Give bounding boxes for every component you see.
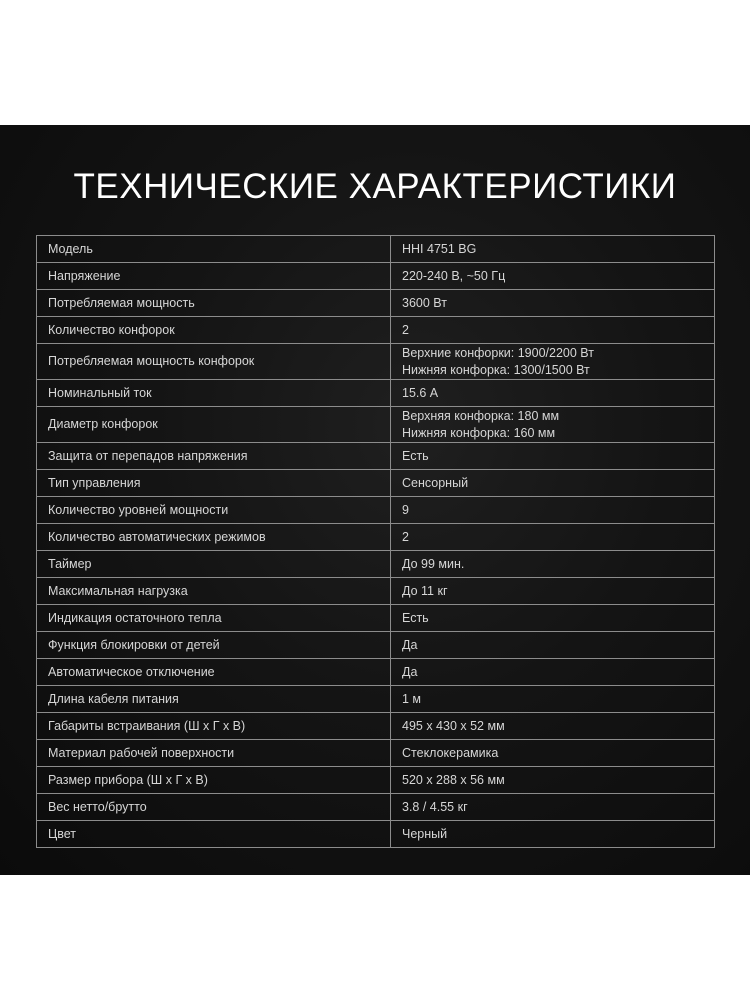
spec-value [391,407,715,443]
spec-value-line: До 99 мин. [402,556,465,571]
spec-value-line: Нижняя конфорка: 1300/1500 Вт [402,362,590,377]
spec-name: Количество автоматических режимов [37,524,391,551]
spec-name: Материал рабочей поверхности [37,740,391,767]
spec-value [391,236,715,263]
table-row [37,263,715,290]
spec-table-body [37,236,715,848]
spec-value [391,740,715,767]
spec-value [391,794,715,821]
table-row [37,767,715,794]
spec-value-line: 2 [402,322,409,337]
spec-value [391,497,715,524]
table-row [37,740,715,767]
spec-value-line: Есть [402,448,429,463]
table-row [37,344,715,380]
spec-value [391,443,715,470]
spec-name: Автоматическое отключение [37,659,391,686]
spec-value-line: 9 [402,502,409,517]
table-row [37,290,715,317]
spec-value-line: 2 [402,529,409,544]
table-row [37,794,715,821]
spec-value [391,821,715,848]
spec-value [391,317,715,344]
table-row [37,551,715,578]
spec-name: Цвет [37,821,391,848]
table-row [37,605,715,632]
table-row [37,317,715,344]
table-row [37,236,715,263]
spec-value [391,290,715,317]
spec-value-line: Есть [402,610,429,625]
spec-value-line: HHI 4751 BG [402,241,477,256]
table-row [37,524,715,551]
spec-name: Номинальный ток [37,380,391,407]
table-row [37,497,715,524]
spec-name: Потребляемая мощность конфорок [37,344,391,380]
spec-value [391,713,715,740]
spec-value [391,263,715,290]
spec-value [391,578,715,605]
spec-value-line: Черный [402,826,448,841]
table-row [37,470,715,497]
spec-value-line: Стеклокерамика [402,745,499,760]
spec-value [391,605,715,632]
spec-value-line: Сенсорный [402,475,469,490]
spec-name: Диаметр конфорок [37,407,391,443]
spec-name: Количество конфорок [37,317,391,344]
spec-value-line: 15.6 А [402,385,439,400]
spec-value [391,767,715,794]
spec-name: Вес нетто/брутто [37,794,391,821]
spec-value-line: До 11 кг [402,583,448,598]
table-row [37,632,715,659]
spec-name: Максимальная нагрузка [37,578,391,605]
table-row [37,443,715,470]
spec-panel [0,125,750,875]
spec-name: Длина кабеля питания [37,686,391,713]
table-row [37,713,715,740]
table-row [37,659,715,686]
page-title: ТЕХНИЧЕСКИЕ ХАРАКТЕРИСТИКИ [73,167,677,206]
spec-value-line: 3.8 / 4.55 кг [402,799,468,814]
spec-value-line: 495 х 430 х 52 мм [402,718,505,733]
spec-name: Защита от перепадов напряжения [37,443,391,470]
spec-value [391,344,715,380]
table-row [37,407,715,443]
table-row [37,686,715,713]
spec-name: Тип управления [37,470,391,497]
spec-table [36,235,715,848]
spec-value [391,470,715,497]
spec-value [391,659,715,686]
spec-value [391,524,715,551]
spec-value-line: 520 х 288 х 56 мм [402,772,505,787]
spec-value-line: Да [402,637,418,652]
spec-value [391,380,715,407]
spec-name: Габариты встраивания (Ш х Г х В) [37,713,391,740]
spec-name: Количество уровней мощности [37,497,391,524]
spec-value [391,686,715,713]
spec-name: Напряжение [37,263,391,290]
spec-name: Размер прибора (Ш х Г х В) [37,767,391,794]
spec-name: Функция блокировки от детей [37,632,391,659]
table-row [37,821,715,848]
table-row [37,380,715,407]
spec-value [391,632,715,659]
table-row [37,578,715,605]
spec-name: Индикация остаточного тепла [37,605,391,632]
spec-name: Потребляемая мощность [37,290,391,317]
spec-name: Таймер [37,551,391,578]
spec-value [391,551,715,578]
spec-value-line: Верхняя конфорка: 180 мм [402,408,560,423]
spec-value-line: Да [402,664,418,679]
spec-name: Модель [37,236,391,263]
spec-value-line: 220-240 В, ~50 Гц [402,268,506,283]
spec-value-line: 1 м [402,691,422,706]
spec-value-line: Верхние конфорки: 1900/2200 Вт [402,345,594,360]
spec-value-line: Нижняя конфорка: 160 мм [402,425,556,440]
spec-value-line: 3600 Вт [402,295,447,310]
